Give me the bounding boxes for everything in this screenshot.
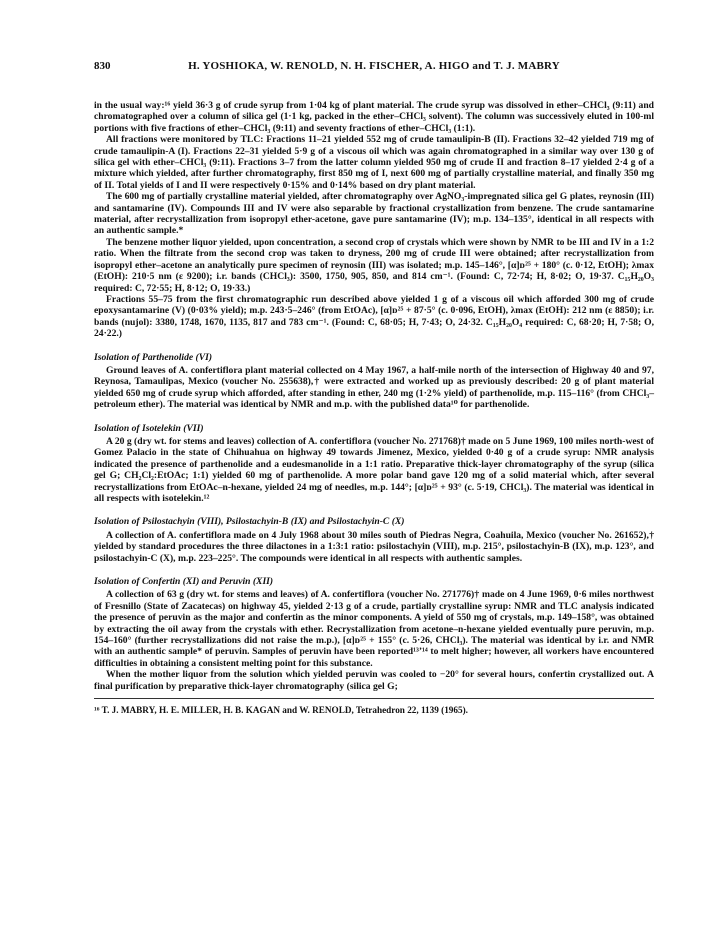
page-number: 830 [94, 60, 111, 72]
section-heading: Isolation of Confertin (XI) and Peruvin (XII) [94, 576, 274, 588]
section-heading: Isolation of Isotelekin (VII) [94, 422, 204, 434]
section-heading: Isolation of Psilostachyin (VIII), Psilostachyin-B (IX) and Psilostachyin-C (X) [94, 516, 405, 528]
paragraph: All fractions were monitored by TLC: Fractions 11–21 yielded 552 mg of crude tamaulipin-B (II). Fractions 32–42 yielded 719 mg of crude tamaulipin-A (I). Fractions 22–31 yielded 5·9 g of a viscous oil which was again chromatographed in a similar way over 130 g of silica gel with ether–CHCl₃ (9:11). Fractions 3–7 from the latter column yielded 950 mg of crude II and fraction 8–17 yielded 2·4 g of a mixture which yielded, after further chromatography, first 850 mg of I, next 600 mg of partially crystalline material, and finally 350 mg of II. Total yields of I and II were respectively 0·15% and 0·14% based on dry plant material. [94, 134, 654, 191]
footnote: ¹⁶ T. J. MABRY, H. E. MILLER, H. B. KAGAN and W. RENOLD, Tetrahedron 22, 1139 (1965). [94, 705, 468, 716]
paragraph: in the usual way:¹⁶ yield 36·3 g of crude syrup from 1·04 kg of plant material. The crude syrup was dissolved in ether–CHCl₃ (9:11) and chromatographed over a column of silica gel (1·1 kg, packed in the ether–CHCl₃ solvent). The column was successively eluted in 100-ml portions with five fractions of ether–CHCl₃ (9:11) and seventy fractions of ether–CHCl₃ (1:1). [94, 100, 654, 134]
paragraph: The 600 mg of partially crystalline material yielded, after chromatography over AgNO₃-impregnated silica gel G plates, reynosin (III) and santamarine (IV). Compounds III and IV were also separable by fractional crystallization from benzene. The crude santamarine material, after recrystallization from isopropyl ether-acetone, gave pure santamarine (IV); m.p. 134–135°, identical in all respects with an authentic sample.* [94, 191, 654, 237]
page-header [94, 60, 654, 82]
paragraph: When the mother liquor from the solution which yielded peruvin was cooled to −20° for several hours, confertin crystallized out. A final purification by preparative thick-layer chromatography (silica gel G; [94, 669, 654, 692]
section-parthenolide [94, 352, 654, 411]
article-body [94, 100, 654, 716]
section-isotelekin [94, 423, 654, 505]
paragraph: The benzene mother liquor yielded, upon concentration, a second crop of crystals which were shown by NMR to be III and IV in a 1:2 ratio. When the filtrate from the second crop was taken to dryness, 200 mg of crude III were obtained; after recrystallization from isopropyl ether–acetone an analytically pure specimen of reynosin (III) was isolated; m.p. 145–146°, [α]ᴅ²⁵ + 180° (c. 0·12, EtOH); λmax (EtOH): 210·5 nm (ε 9200); i.r. bands (CHCl₃): 3500, 1750, 905, 850, and 814 cm⁻¹. (Found: C, 72·74; H, 8·02; O, 19·37. C₁₅H₂₀O₃ required: C, 72·55; H, 8·12; O, 19·33.) [94, 236, 654, 294]
paragraph: A collection of 63 g (dry wt. for stems and leaves) of A. confertiflora (voucher No. 271776)† made on 4 June 1969, 0·6 miles northwest of Fresnillo (State of Zacatecas) on highway 45, yielded 2·13 g of a crude, partially crystalline syrup: NMR and TLC analysis indicated the presence of peruvin as the major and confertin as the minor components. A yield of 550 mg of crystals, m.p. 149–158°, was obtained by extracting the oil away from the crystals with ether. Recrystallization from acetone–n-hexane yielded eventually pure peruvin, m.p. 154–160° (further recrystallizations did not raise the m.p.), [α]ᴅ²⁵ + 155° (c. 5·26, CHCl₃). The material was identical by i.r. and NMR with an authentic sample* of peruvin. Samples of peruvin have been reported¹³ʼ¹⁴ to melt higher; however, all workers have encountered difficulties in obtaining a consistent melting point for this substance. [94, 589, 654, 669]
paragraph: Fractions 55–75 from the first chromatographic run described above yielded 1 g of a viscous oil which afforded 300 mg of crude epoxysantamarine (V) (0·03% yield); m.p. 243·5–246° (from EtOAc), [α]ᴅ²⁵ + 87·5° (c. 0·096, EtOH), λmax (EtOH): 212 nm (ε 8850); i.r. bands (nujol): 3380, 1748, 1670, 1135, 817 and 783 cm⁻¹. (Found: C, 68·05; H, 7·43; O, 24·32. C₁₅H₂₀O₄ required: C, 68·20; H, 7·58; O, 24·22.) [94, 293, 654, 340]
paragraph: A collection of A. confertiflora made on 4 July 1968 about 30 miles south of Piedras Negra, Coahuila, Mexico (voucher No. 261652),† yielded by standard procedures the three dilactones in a 1:3:1 ratio: psilostachyin (VIII), m.p. 215°, psilostachyin-B (IX), m.p. 123°, and psilostachyin-C (X), m.p. 223–225°. The compounds were identical in all respects with authentic samples. [94, 529, 654, 564]
running-head-authors: H. YOSHIOKA, W. RENOLD, N. H. FISCHER, A. HIGO and T. J. MABRY [188, 60, 560, 72]
section-confertin-peruvin [94, 576, 654, 692]
journal-page [94, 60, 654, 716]
paragraph: A 20 g (dry wt. for stems and leaves) collection of A. confertiflora (voucher No. 271768)† made on 5 June 1969, 100 miles north-west of Gomez Palacio in the state of Chihuahua on highway 49 towards Jimenez, Mexico, yielded 0·40 g of a crude syrup: NMR analysis indicated the presence of parthenolide and a eudesmanolide in a 1:1 ratio. Preparative thick-layer chromatography of the syrup (silica gel G; CH₂Cl₂:EtOAc; 1:1) yielded 60 mg of parthenolide. A more polar band gave 120 mg of a solid material which, after several recrystallizations from EtOAc–n-hexane, yielded 24 mg of needles, m.p. 144°; [α]ᴅ²⁵ + 93° (c. 5·19, CHCl₃). The material was identical in all respects with isotelekin.¹² [94, 435, 654, 504]
section-heading: Isolation of Parthenolide (VI) [94, 351, 213, 363]
footnote-divider [94, 698, 654, 699]
paragraph: Ground leaves of A. confertiflora plant material collected on 4 May 1967, a half-mile north of the intersection of Highway 40 and 97, Reynosa, Tamaulipas, Mexico (voucher No. 255638),† were extracted and worked up as previously described: 20 g of plant material yielded 650 mg of crude syrup which afforded, after standing in ether, 240 mg (1·2% yield) of parthenolide, m.p. 115–116° (from CHCl₃–petroleum ether). The material was identical by NMR and m.p. with the published data¹⁰ for parthenolide. [94, 364, 654, 411]
section-psilostachyin [94, 516, 654, 564]
